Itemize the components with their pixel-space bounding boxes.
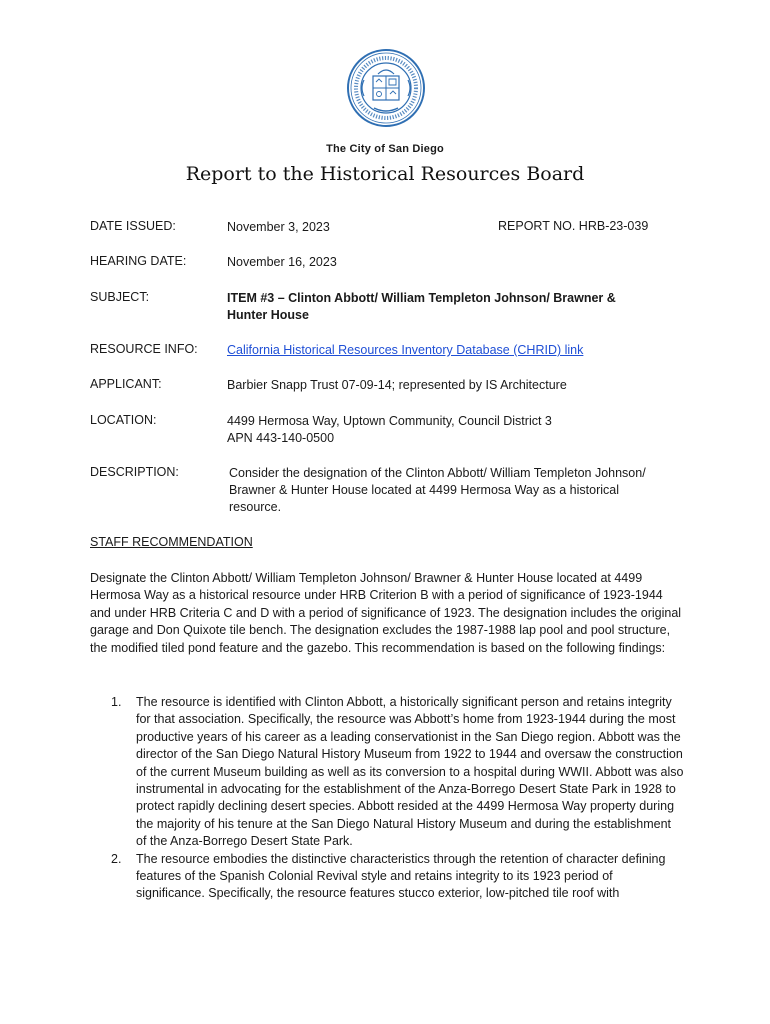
- description-line-3: resource.: [229, 500, 282, 514]
- subject-line-2: Hunter House: [227, 308, 309, 322]
- location-line-1: 4499 Hermosa Way, Uptown Community, Council District 3: [227, 414, 552, 428]
- finding-text: The resource is identified with Clinton Abbott, a historically significant person and retains integrity for that association. Specifically, the resource was Abbott’s home from 1923-1944 during the most productive years of his career as a leading conservationist in the San Diego region. Abbott was the director of the San Diego Natural History Museum from 1922 to 1944 and oversaw the construction of the current Museum building as well as its conversion to a hospital during WWII. Abbott was also instrumental in advocating for the establishment of the Anza-Borrego Desert State Park in 1928 to protect rapidly declining desert species. Abbott resided at the 4499 Hermosa Way property during the majority of his tenure at the San Diego Natural History Museum and during the establishment of the Anza-Borrego Desert State Park.: [136, 695, 684, 849]
- description-value: [229, 465, 646, 516]
- finding-number: 1.: [111, 695, 122, 709]
- hearing-date-value: November 16, 2023: [227, 255, 337, 269]
- finding-item: [90, 851, 684, 903]
- finding-item: [90, 694, 684, 851]
- subject-value: [227, 290, 616, 324]
- location-line-2: APN 443-140-0500: [227, 431, 335, 445]
- resource-info-label: RESOURCE INFO:: [90, 342, 198, 356]
- applicant-value: Barbier Snapp Trust 07-09-14; represented by IS Architecture: [227, 378, 567, 392]
- subject-line-1: ITEM #3 – Clinton Abbott/ William Templeton Johnson/ Brawner &: [227, 291, 616, 305]
- description-label: DESCRIPTION:: [90, 465, 179, 479]
- hearing-date-label: HEARING DATE:: [90, 254, 187, 268]
- location-label: LOCATION:: [90, 413, 157, 427]
- recommendation-paragraph: Designate the Clinton Abbott/ William Templeton Johnson/ Brawner & Hunter House located at 4499 Hermosa Way as a historical resource under HRB Criterion B with a period of significance of 1923-1944 and under HRB Criteria C and D with a period of significance of 1923. The designation includes the original garage and Don Quixote tile bench. The designation excludes the 1987-1988 lap pool and pool structure, the modified tiled pond feature and the gazebo. This recommendation is based on the following findings:: [90, 571, 682, 655]
- description-line-2: Brawner & Hunter House located at 4499 Hermosa Way as a historical: [229, 483, 619, 497]
- date-issued-value: November 3, 2023: [227, 220, 330, 234]
- report-title: Report to the Historical Resources Board: [185, 163, 585, 185]
- finding-text: The resource embodies the distinctive characteristics through the retention of character defining features of the Spanish Colonial Revival style and retains integrity to its 1923 period of significance. Specifically, the resource features stucco exterior, low-pitched tile roof with: [136, 851, 666, 901]
- findings-list: [90, 694, 684, 903]
- description-line-1: Consider the designation of the Clinton Abbott/ William Templeton Johnson/: [229, 466, 646, 480]
- city-name: The City of San Diego: [326, 143, 444, 155]
- report-number: REPORT NO. HRB-23-039: [498, 219, 649, 233]
- date-issued-label: DATE ISSUED:: [90, 219, 176, 233]
- staff-recommendation-heading: STAFF RECOMMENDATION: [90, 535, 253, 549]
- finding-number: 2.: [111, 851, 122, 866]
- chrid-link[interactable]: California Historical Resources Inventory Database (CHRID) link: [227, 343, 584, 357]
- city-seal-logo: [346, 48, 426, 128]
- subject-label: SUBJECT:: [90, 290, 150, 304]
- resource-info-value: [227, 342, 583, 359]
- location-value: [227, 413, 552, 447]
- applicant-label: APPLICANT:: [90, 377, 162, 391]
